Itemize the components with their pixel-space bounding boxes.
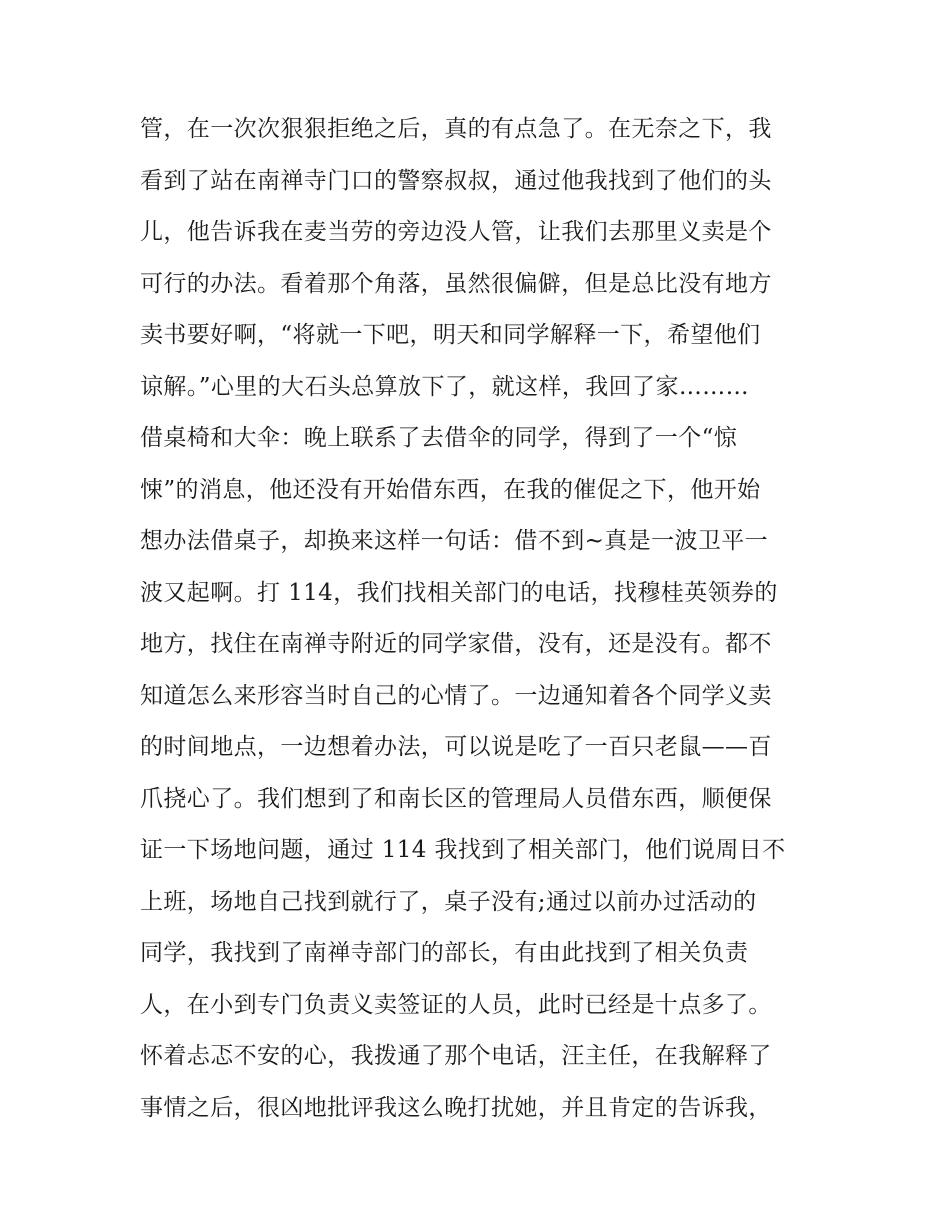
body-text — [140, 104, 840, 1134]
text-line: 可行的办法。看着那个角落，虽然很偏僻，但是总比没有地方 — [140, 270, 772, 297]
text-line: 想办法借桌子，却换来这样一句话：借不到~真是一波卫平一 — [140, 528, 769, 554]
text-line: 悚”的消息，他还没有开始借东西，在我的催促之下，他开始 — [140, 476, 761, 503]
text-line: 证一下场地问题，通过 114 我找到了相关部门，他们说周日不 — [140, 837, 786, 863]
text-line: 波又起啊。打 114，我们找相关部门的电话，找穆桂英领券的 — [140, 579, 778, 606]
text-line: 知道怎么来形容当时自己的心情了。一边通知着各个同学义卖 — [140, 682, 772, 709]
text-line: 儿，他告诉我在麦当劳的旁边没人管，让我们去那里义卖是个 — [140, 219, 772, 245]
text-line: 地方，找住在南禅寺附近的同学家借，没有，还是没有。都不 — [140, 631, 772, 657]
text-line: 借桌椅和大伞：晚上联系了去借伞的同学，得到了一个“惊 — [140, 425, 738, 451]
text-line: 谅解。”心里的大石头总算放下了，就这样，我回了家……… — [140, 373, 750, 400]
text-line: 管，在一次次狠狠拒绝之后，真的有点急了。在无奈之下，我 — [140, 116, 772, 142]
text-line: 上班，场地自己找到就行了，桌子没有;通过以前办过活动的 — [140, 888, 757, 915]
text-line: 的时间地点，一边想着办法，可以说是吃了一百只老鼠——百 — [140, 734, 772, 760]
text-line: 卖书要好啊，“将就一下吧，明天和同学解释一下，希望他们 — [140, 322, 761, 348]
text-line: 人，在小到专门负责义卖签证的人员，此时已经是十点多了。 — [140, 991, 772, 1018]
text-line: 同学，我找到了南禅寺部门的部长，有由此找到了相关负责 — [140, 940, 749, 966]
text-line: 事情之后，很凶地批评我这么晚打扰她，并且肯定的告诉我， — [140, 1094, 772, 1121]
text-line: 看到了站在南禅寺门口的警察叔叔，通过他我找到了他们的头 — [140, 167, 772, 194]
text-line: 爪挠心了。我们想到了和南长区的管理局人员借东西，顺便保 — [140, 785, 772, 812]
text-line: 怀着忐忑不安的心，我拨通了那个电话，汪主任，在我解释了 — [140, 1043, 772, 1069]
